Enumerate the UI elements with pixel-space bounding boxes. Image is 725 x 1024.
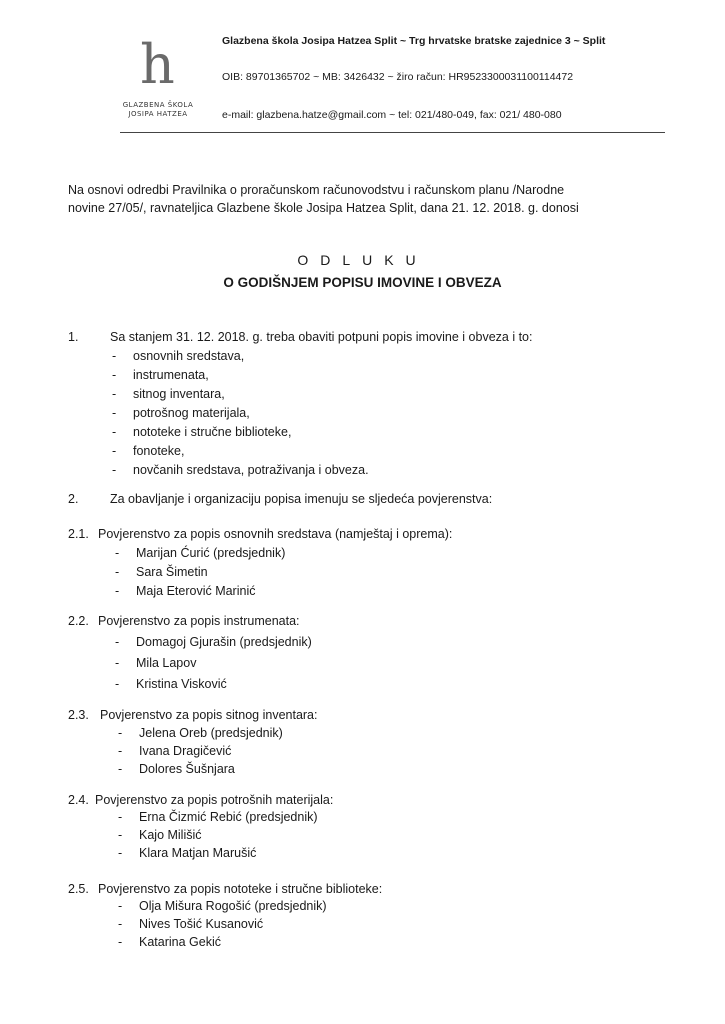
committee-title: Povjerenstvo za popis sitnog inventara: [100,708,318,722]
committee-member: Kajo Milišić [139,828,202,842]
school-logo: h [140,33,175,96]
list-bullet: - [118,917,123,931]
list-bullet: - [118,744,123,758]
list-bullet: - [118,726,123,740]
committee-member: Nives Tošić Kusanović [139,917,264,931]
section2-number: 2. [68,492,79,506]
committee-member: Marijan Ćurić (predsjednik) [136,546,286,560]
section1-number: 1. [68,330,79,344]
logo-caption [112,101,204,119]
list-item: instrumenata, [133,368,209,382]
committee-member: Olja Mišura Rogošić (predsjednik) [139,899,327,913]
committee-member: Katarina Gekić [139,935,221,949]
list-bullet: - [112,444,117,458]
committee-member: Jelena Oreb (predsjednik) [139,726,283,740]
list-bullet: - [118,762,123,776]
list-item: potrošnog materijala, [133,406,250,420]
list-bullet: - [115,677,120,691]
committee-member: Dolores Šušnjara [139,762,235,776]
list-item: novčanih sredstava, potraživanja i obveza. [133,463,369,477]
header-divider [120,132,665,133]
committee-number: 2.3. [68,708,89,722]
list-bullet: - [115,656,120,670]
section1-text: Sa stanjem 31. 12. 2018. g. treba obaviti potpuni popis imovine i obveza i to: [110,330,533,344]
list-bullet: - [118,846,123,860]
list-bullet: - [115,565,120,579]
list-item: osnovnih sredstava, [133,349,245,363]
committee-member: Ivana Dragičević [139,744,232,758]
intro-line1: Na osnovi odredbi Pravilnika o proračunskom računovodstvu i računskom planu /Narodne [68,183,565,197]
school-contact: e-mail: glazbena.hatze@gmail.com ~ tel: 021/480-049, fax: 021/ 480-080 [222,109,562,121]
document-title: ODLUKU [297,252,428,268]
document-subtitle: O GODIŠNJEM POPISU IMOVINE I OBVEZA [223,275,502,290]
list-bullet: - [112,406,117,420]
list-bullet: - [112,368,117,382]
list-bullet: - [115,635,120,649]
committee-number: 2.5. [68,882,89,896]
list-bullet: - [118,935,123,949]
committee-number: 2.1. [68,527,89,541]
committee-title: Povjerenstvo za popis nototeke i stručne biblioteke: [98,882,383,896]
school-address: Glazbena škola Josipa Hatzea Split ~ Trg hrvatske bratske zajednice 3 ~ Split [222,35,606,47]
school-identifiers: OIB: 89701365702 ~ MB: 3426432 ~ žiro račun: HR9523300031100114472 [222,71,574,83]
list-bullet: - [112,425,117,439]
committee-member: Kristina Visković [136,677,227,691]
logo-caption-line1: GLAZBENA ŠKOLA [122,101,194,109]
list-bullet: - [115,584,120,598]
list-item: nototeke i stručne biblioteke, [133,425,292,439]
intro-line2: novine 27/05/, ravnateljica Glazbene škole Josipa Hatzea Split, dana 21. 12. 2018. g. donosi [68,201,579,215]
committee-member: Erna Čizmić Rebić (predsjednik) [139,810,318,824]
committee-title: Povjerenstvo za popis instrumenata: [98,614,300,628]
committee-number: 2.2. [68,614,89,628]
list-item: sitnog inventara, [133,387,225,401]
committee-member: Sara Šimetin [136,565,208,579]
section2-text: Za obavljanje i organizaciju popisa imenuju se sljedeća povjerenstva: [110,492,493,506]
list-bullet: - [112,349,117,363]
logo-caption-line2: JOSIPA HATZEA [128,110,188,118]
committee-number: 2.4. [68,793,89,807]
committee-member: Domagoj Gjurašin (predsjednik) [136,635,312,649]
list-item: fonoteke, [133,444,185,458]
committee-member: Klara Matjan Marušić [139,846,257,860]
committee-member: Maja Eterović Marinić [136,584,256,598]
committee-title: Povjerenstvo za popis potrošnih materijala: [95,793,334,807]
list-bullet: - [118,810,123,824]
list-bullet: - [118,828,123,842]
committee-title: Povjerenstvo za popis osnovnih sredstava (namještaj i oprema): [98,527,453,541]
list-bullet: - [118,899,123,913]
list-bullet: - [112,463,117,477]
list-bullet: - [112,387,117,401]
intro-paragraph [68,181,628,217]
list-bullet: - [115,546,120,560]
committee-member: Mila Lapov [136,656,197,670]
